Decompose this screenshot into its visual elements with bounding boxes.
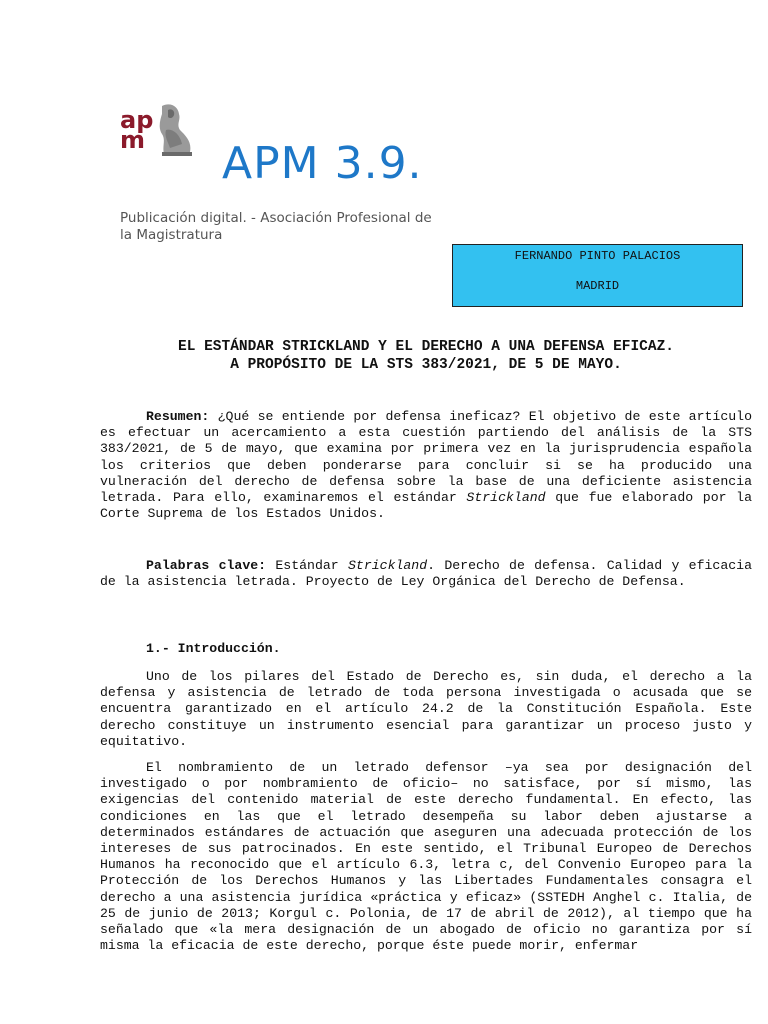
author-name: FERNANDO PINTO PALACIOS [514,249,681,263]
brand-title: APM 3.9. [222,138,423,189]
keywords-text-2: . Derecho de defensa. Calidad y eficacia de la asistencia letrada. Proyecto de Ley Orgánica del Derecho de Defensa. [100,558,752,590]
abstract-text-1: ¿Qué se entiende por defensa ineficaz? El objetivo de este artículo es efectuar un acercamiento a esta cuestión partiendo del análisis de la STS 383/2021, de 5 de mayo, que examina por primera vez en la jurisprudencia española los criterios que deben ponderarse para concluir si se ha producido una vulneración del derecho de defensa sobre la base de una deficiente asistencia letrada. Para ello, examinaremos el estándar [100,409,752,506]
author-city: MADRID [575,279,620,293]
publication-subtitle [120,210,450,244]
keywords-label: Palabras clave: [146,558,267,573]
title-line-1: EL ESTÁNDAR STRICKLAND Y EL DERECHO A UNA DEFENSA EFICAZ. [178,339,674,355]
keywords-italic: Strickland [348,558,428,573]
article-title [100,338,752,374]
abstract-text-2: que fue elaborado por la Corte Suprema de los Estados Unidos. [100,490,752,522]
apm-logo [118,100,198,160]
abstract-italic: Strickland [466,490,546,506]
keywords-text-1: Estándar [266,558,348,573]
subtitle-line-2: la Magistratura [120,227,223,243]
intro-paragraph-1: Uno de los pilares del Estado de Derecho es, sin duda, el derecho a la defensa y asistencia de letrado de toda persona investigada o acusada que se encuentra garantizado en el artículo 24.2 de la Constitución Española. Este derecho constituye un instrumento esencial para garantizar un proceso justo y equitativo. [100,669,752,749]
logo-letter-m: m [120,126,146,154]
keywords-paragraph [100,558,752,590]
subtitle-line-1: Publicación digital. - Asociación Profesional de [120,210,432,226]
abstract-paragraph [100,409,752,522]
title-line-2: A PROPÓSITO DE LA STS 383/2021, DE 5 DE MAYO. [230,357,622,373]
abstract-label: Resumen: [146,409,210,424]
intro-paragraph-2: El nombramiento de un letrado defensor –ya sea por designación del investigado o por nombramiento de oficio– no satisface, por sí mismo, las exigencias del contenido material de este derecho fundamental. En efecto, las condiciones en las que el letrado desempeña su labor deben ajustarse a determinados estándares de actuación que aseguren una adecuada protección de los intereses de sus patrocinados. En este sentido, el Tribunal Europeo de Derechos Humanos ha reconocido que el artículo 6.3, letra c, del Convenio Europeo para la Protección de los Derechos Humanos y las Libertades Fundamentales consagra el derecho a una asistencia jurídica «práctica y eficaz» (SSTEDH Anghel c. Italia, de 25 de junio de 2013; Korgul c. Polonia, de 17 de abril de 2012), al tiempo que ha señalado que «la mera designación de un abogado de oficio no garantiza por sí misma la eficacia de este derecho, porque éste puede morir, enfermar [100,760,752,954]
statue-icon [160,104,192,156]
logo-letters-ap: ap [120,106,154,134]
section-heading-introduccion: 1.- Introducción. [146,641,281,656]
author-box [452,244,743,307]
